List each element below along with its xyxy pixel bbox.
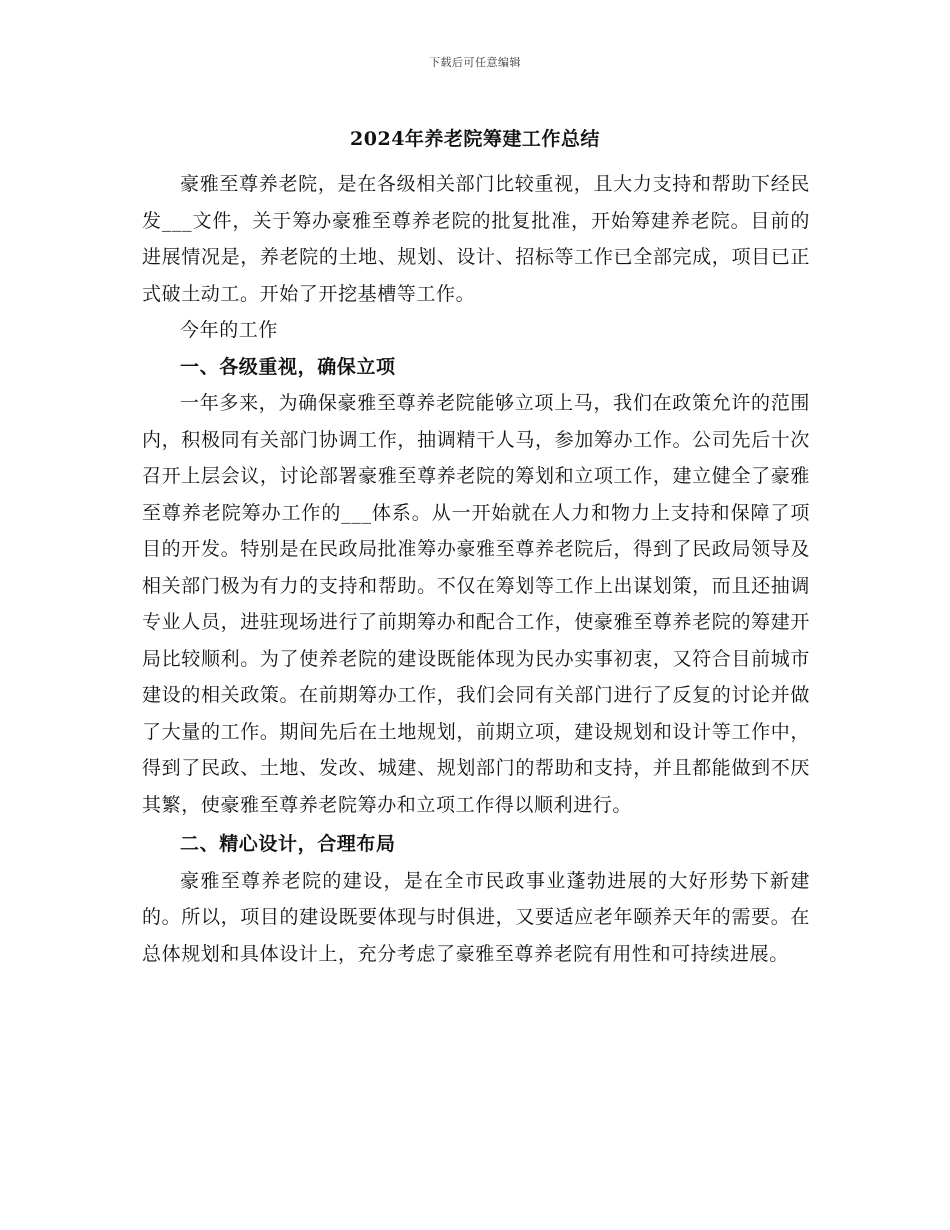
document-title: 2024年养老院筹建工作总结 <box>350 128 600 150</box>
document-body <box>142 166 810 972</box>
this-year-subheading: 今年的工作 <box>180 319 279 341</box>
section-1-heading: 一、各级重视，确保立项 <box>180 355 396 378</box>
page-header-note: 下载后可任意编辑 <box>429 56 521 69</box>
intro-paragraph: 豪雅至尊养老院，是在各级相关部门比较重视，且大力支持和帮助下经民发___文件，关于筹办豪雅至尊养老院的批复批准，开始筹建养老院。目前的进展情况是，养老院的土地、规划、设计、招标等工作已全部完成，项目已正式破土动工。开始了开挖基槽等工作。 <box>142 173 810 305</box>
section-2-paragraph: 豪雅至尊养老院的建设，是在全市民政事业蓬勃进展的大好形势下新建的。所以，项目的建设既要体现与时俱进，又要适应老年颐养天年的需要。在总体规划和具体设计上，充分考虑了豪雅至尊养老院有用性和可持续进展。 <box>142 869 810 965</box>
section-1-paragraph: 一年多来，为确保豪雅至尊养老院能够立项上马，我们在政策允许的范围内，积极同有关部门协调工作，抽调精干人马，参加筹办工作。公司先后十次召开上层会议，讨论部署豪雅至尊养老院的筹划和立项工作，建立健全了豪雅至尊养老院筹办工作的___体系。从一开始就在人力和物力上支持和保障了项目的开发。特别是在民政局批准筹办豪雅至尊养老院后，得到了民政局领导及相关部门极为有力的支持和帮助。不仅在筹划等工作上出谋划策，而且还抽调专业人员，进驻现场进行了前期筹办和配合工作，使豪雅至尊养老院的筹建开局比较顺利。为了使养老院的建设既能体现为民办实事初衷，又符合目前城市建设的相关政策。在前期筹办工作，我们会同有关部门进行了反复的讨论并做了大量的工作。期间先后在土地规划，前期立项，建设规划和设计等工作中，得到了民政、土地、发改、城建、规划部门的帮助和支持，并且都能做到不厌其繁，使豪雅至尊养老院筹办和立项工作得以顺利进行。 <box>142 392 810 816</box>
section-2-heading: 二、精心设计，合理布局 <box>180 833 396 855</box>
